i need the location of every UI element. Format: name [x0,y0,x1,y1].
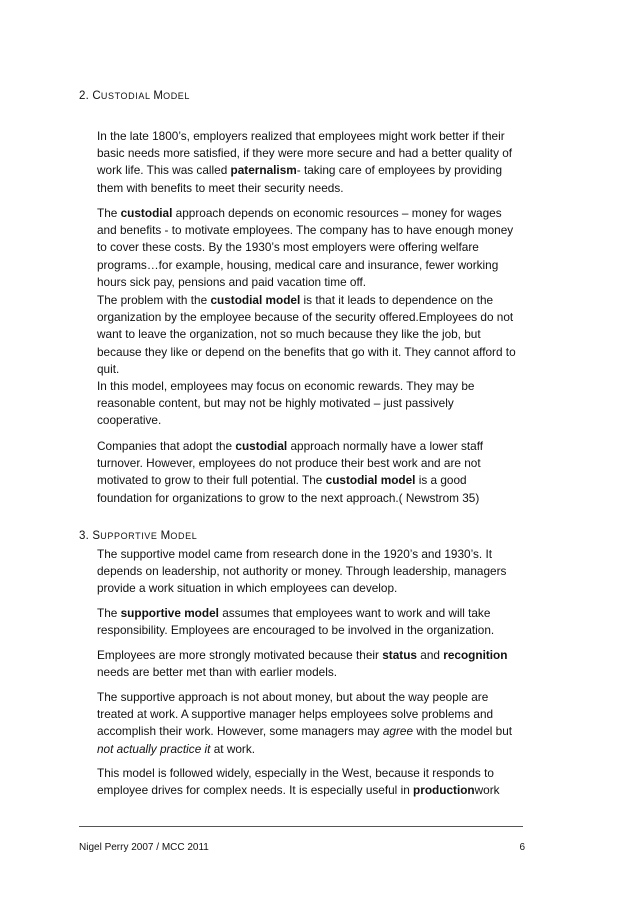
paragraph: The problem with the custodial model is that it leads to dependence on the organization by the employee because of the security offered.Employees do not want to leave the organization, not so much because they like the job, but because they like or depend on the benefits that go with it. They cannot afford to quit. [97,293,516,376]
paragraph: In the late 1800’s, employers realized that employees might work better if their basic needs more satisfied, if they were more secure and had a better quality of work life. This was called paternalism- taking care of employees by providing them with benefits to meet their security needs. [97,129,513,195]
paragraph: The custodial approach depends on economic resources – money for wages and benefits - to motivate employees. The company has to have enough money to cover these costs. By the 1930’s most employers were offering welfare programs…for example, housing, medical care and insurance, fewer working hours sick pay, pensions and paid vacation time off. [97,206,514,289]
page-number: 6 [519,842,525,853]
section-heading-supportive-model: 3. SUPPORTIVE MODEL [79,530,198,542]
paragraph: Companies that adopt the custodial approach normally have a lower staff turnover. However, employees do not produce their best work and are not motivated to grow to their full potential. The custodial model is a good foundation for organizations to grow to the next approach.( Newstrom 35) [97,439,484,505]
paragraph: The supportive approach is not about money, but about the way people are treated at work. A supportive manager helps employees solve problems and accomplish their work. However, some managers may agree with the model but not actually practice it at work. [97,690,513,756]
footer-credit: Nigel Perry 2007 / MCC 2011 [79,842,209,853]
paragraph: The supportive model came from research done in the 1920’s and 1930’s. It depends on leadership, not authority or money. Through leadership, managers provide a work situation in which employees can develop. [97,547,507,596]
paragraph: Employees are more strongly motivated because their status and recognition needs are better met than with earlier models. [97,648,508,680]
footer-divider [79,826,523,827]
paragraph: This model is followed widely, especially in the West, because it responds to employee drives for complex needs. It is especially useful in productionwork [97,766,500,798]
paragraph: In this model, employees may focus on economic rewards. They may be reasonable content, but may not be highly motivated – just passively cooperative. [97,379,475,428]
section-heading-custodial-model: 2. CUSTODIAL MODEL [79,90,191,102]
paragraph: The supportive model assumes that employees want to work and will take responsibility. Employees are encouraged to be involved in the organization. [97,606,495,638]
